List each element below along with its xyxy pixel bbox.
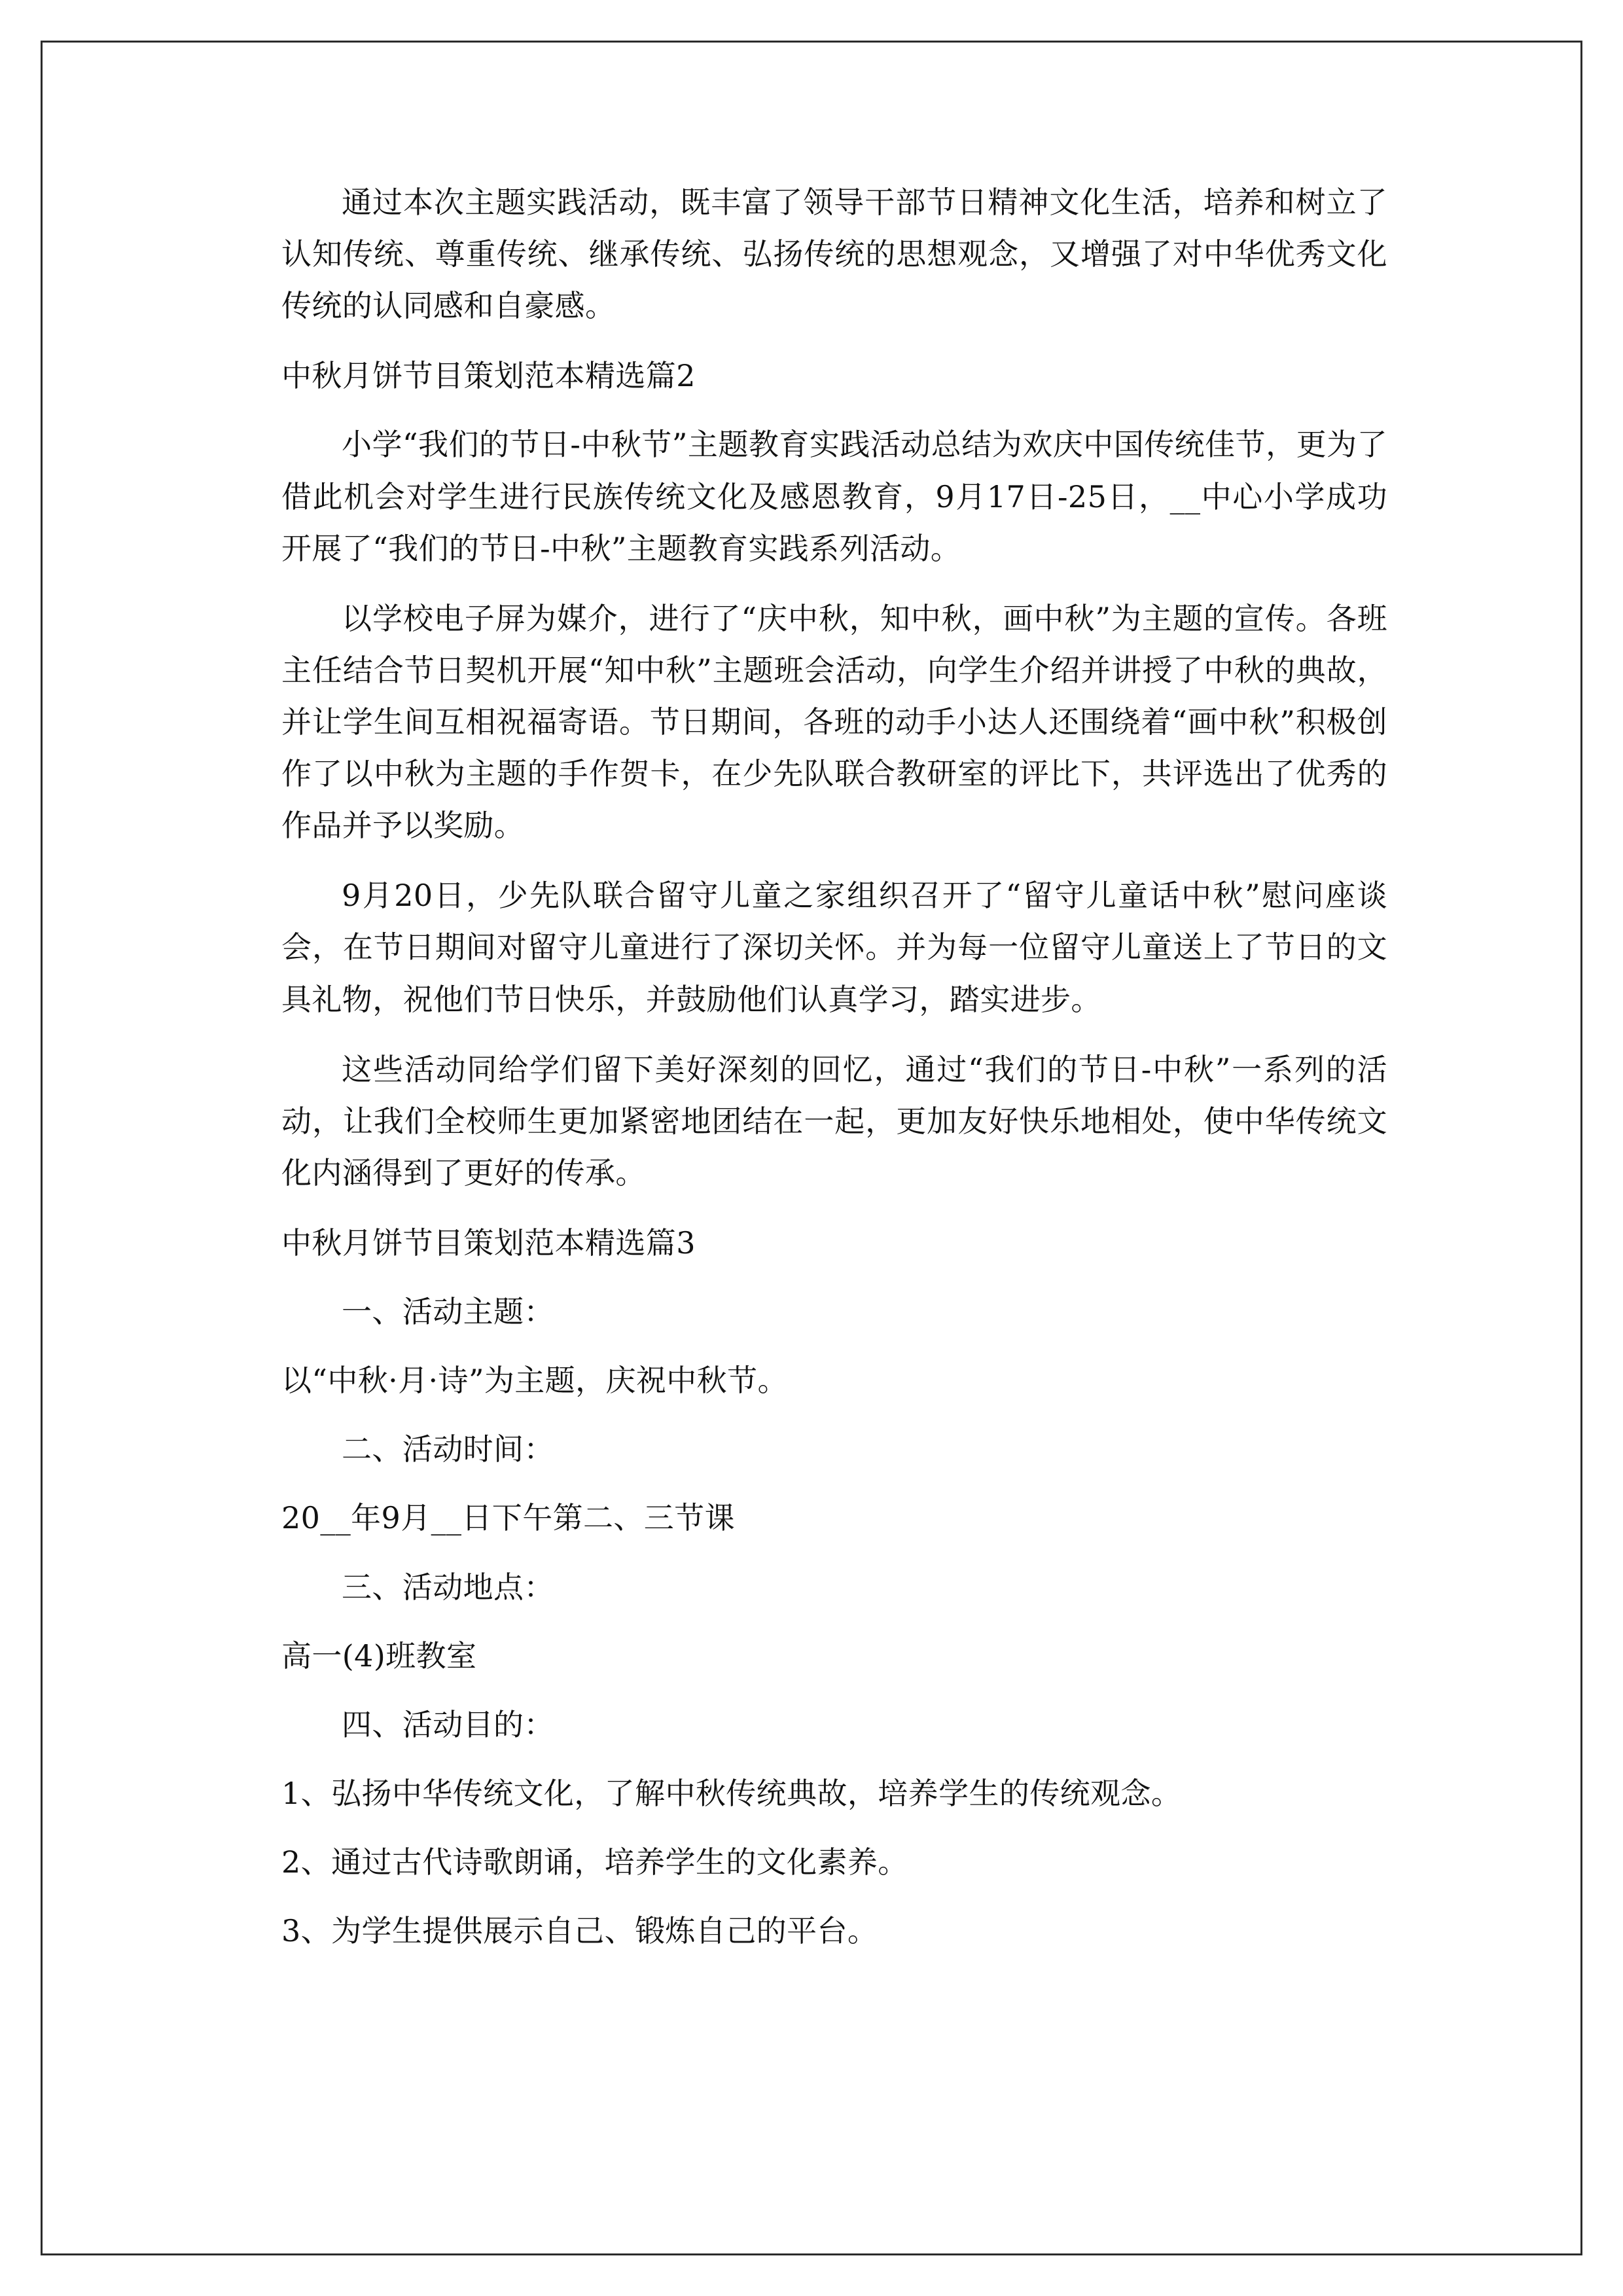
section-heading: 中秋月饼节目策划范本精选篇3 [281,1225,696,1261]
document-body [281,177,1387,1974]
paragraph: 以学校电子屏为媒介，进行了“庆中秋，知中秋，画中秋”为主题的宣传。各班主任结合节日契机开展“知中秋”主题班会活动，向学生介绍并讲授了中秋的典故，并让学生间互相祝福寄语。节日期间，各班的动手小达人还围绕着“画中秋”积极创作了以中秋为主题的手作贺卡，在少先队联合教研室的评比下，共评选出了优秀的作品并予以奖励。 [281,600,1387,844]
list-item: 三、活动地点： [342,1569,554,1605]
paragraph: 小学“我们的节日-中秋节”主题教育实践活动总结为欢庆中国传统佳节，更为了借此机会对学生进行民族传统文化及感恩教育，9月17日-25日，__中心小学成功开展了“我们的节日-中秋”主题教育实践系列活动。 [281,427,1387,566]
list-item: 以“中秋·月·诗”为主题，庆祝中秋节。 [281,1363,788,1399]
list-item: 3、为学生提供展示自己、锻炼自己的平台。 [281,1913,878,1949]
list-item: 高一(4)班教室 [281,1638,477,1674]
paragraph: 通过本次主题实践活动，既丰富了领导干部节日精神文化生活，培养和树立了认知传统、尊重传统、继承传统、弘扬传统的思想观念，又增强了对中华优秀文化传统的认同感和自豪感。 [281,185,1387,324]
list-item: 2、通过古代诗歌朗诵，培养学生的文化素养。 [281,1844,908,1880]
list-item: 二、活动时间： [342,1431,554,1467]
list-item: 一、活动主题： [342,1294,554,1330]
list-item: 20__年9月__日下午第二、三节课 [281,1500,735,1536]
paragraph: 9月20日，少先队联合留守儿童之家组织召开了“留守儿童话中秋”慰问座谈会，在节日期间对留守儿童进行了深切关怀。并为每一位留守儿童送上了节日的文具礼物，祝他们节日快乐，并鼓励他们认真学习，踏实进步。 [281,878,1387,1017]
section-heading: 中秋月饼节目策划范本精选篇2 [281,358,696,394]
list-item: 四、活动目的： [342,1706,554,1742]
paragraph: 这些活动同给学们留下美好深刻的回忆，通过“我们的节日-中秋”一系列的活动，让我们全校师生更加紧密地团结在一起，更加友好快乐地相处，使中华传统文化内涵得到了更好的传承。 [281,1051,1387,1191]
list-item: 1、弘扬中华传统文化，了解中秋传统典故，培养学生的传统观念。 [281,1775,1182,1811]
